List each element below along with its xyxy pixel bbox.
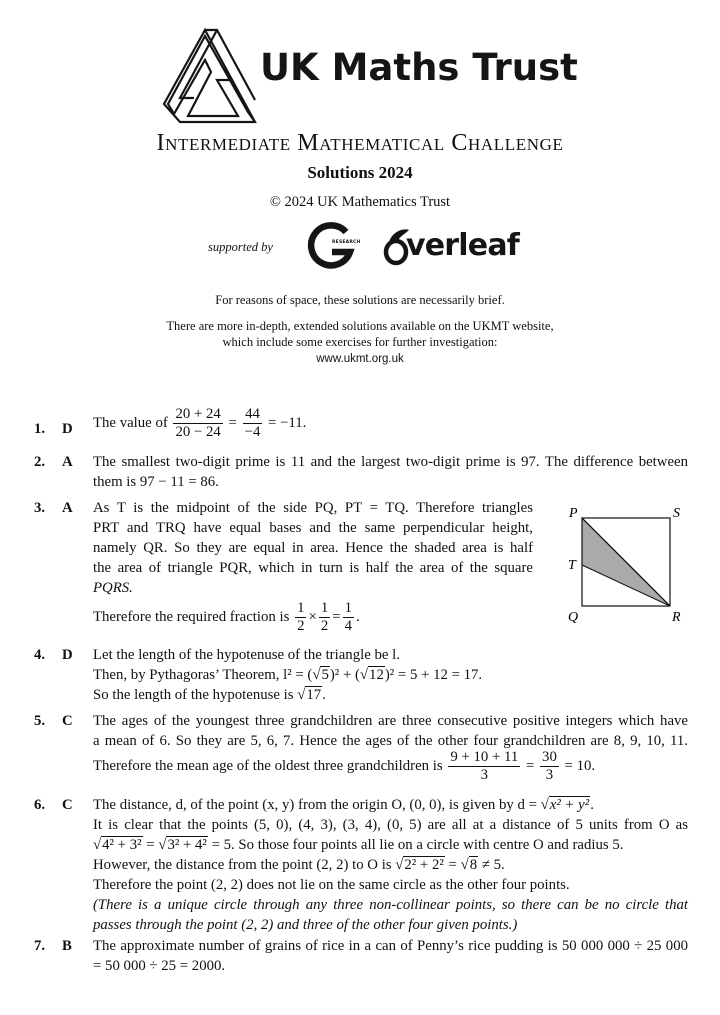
solution-number: 1.: [34, 421, 46, 437]
overleaf-logo-text: verleaf: [406, 228, 520, 263]
label-s: S: [673, 506, 680, 521]
text-segment: Then, by Pythagoras’ Theorem, l² = (: [93, 667, 313, 683]
solution-answer: C: [62, 713, 73, 729]
note-more-line-1: There are more in-depth, extended solutions available on the UKMT website,: [166, 319, 554, 333]
solution-text-line: The smallest two-digit prime is 11 and the largest two-digit prime is 97. The difference between: [93, 454, 688, 470]
solution-number: 5.: [34, 713, 46, 729]
solution-number: 3.: [34, 500, 46, 516]
text-segment: = 5. So those four points all lie on a circle with centre O and radius 5.: [211, 837, 624, 853]
solution-answer: A: [62, 454, 73, 470]
text-segment: )² + (: [329, 667, 360, 683]
fraction: [173, 406, 222, 441]
radicand: 4² + 3²: [102, 837, 142, 853]
fraction-denominator: 2: [297, 618, 305, 634]
document-subtitle: Solutions 2024: [307, 163, 413, 182]
fraction: [243, 406, 263, 441]
text-segment: So the length of the hypotenuse is: [93, 687, 294, 703]
fraction-numerator: 30: [542, 749, 557, 765]
solution-text-line: √4² + 3² = √3² + 4² = 5. So those four points all lie on a circle with centre O and radius 5.: [93, 837, 624, 853]
solution-text-line: them is 97 − 11 = 86.: [93, 474, 219, 490]
fraction: [319, 600, 330, 635]
radicand: x² + y²: [549, 797, 590, 813]
text-segment: )² = 5 + 12 = 17.: [384, 667, 483, 683]
text-segment: =: [228, 414, 237, 431]
penrose-triangle-icon: [160, 26, 260, 126]
label-p: P: [569, 506, 578, 521]
text-segment: =: [525, 757, 535, 774]
fraction-numerator: 20 + 24: [175, 406, 221, 422]
text-segment: The distance, d, of the point (x, y) from the origin O, (0, 0), is given by d =: [93, 797, 537, 813]
text-segment: Therefore the required fraction is: [93, 608, 290, 625]
text-segment: = 10.: [564, 757, 596, 774]
label-t: T: [568, 558, 576, 573]
solution-text-line: As T is the midpoint of the side PQ, PT = TQ. Therefore triangles: [93, 500, 533, 516]
radicand: 3² + 4²: [167, 837, 207, 853]
fraction-denominator: −4: [244, 424, 261, 440]
solution-answer: A: [62, 500, 73, 516]
square-pqrs-diagram: [560, 503, 690, 628]
solution-text-line: namely QR. So they are equal in area. Hence the shaded area is half: [93, 540, 533, 556]
fraction-denominator: 2: [320, 618, 329, 634]
fraction-numerator: 1: [320, 600, 329, 616]
solution-answer: D: [62, 421, 73, 437]
solution-answer: B: [62, 938, 72, 954]
fraction-denominator: 4: [344, 618, 353, 634]
ukmt-url: www.ukmt.org.uk: [316, 353, 404, 365]
solution-number: 4.: [34, 647, 46, 663]
org-name: UK Maths Trust: [260, 46, 578, 89]
radicand: 5: [321, 667, 329, 683]
text-segment: =: [332, 608, 341, 625]
solution-number: 7.: [34, 938, 46, 954]
solution-text-line: [93, 600, 533, 635]
label-r: R: [672, 610, 681, 625]
solution-number: 2.: [34, 454, 46, 470]
solution-text-line: PRT and TRQ have equal bases and the same perpendicular height,: [93, 520, 533, 536]
solution-text-line: So the length of the hypotenuse is √17.: [93, 687, 326, 703]
text-segment: However, the distance from the point (2, 2) to O is: [93, 857, 392, 873]
solution-text-line: the area of triangle PQR, which in turn is half the area of the square: [93, 560, 533, 576]
text-segment: =: [146, 837, 155, 853]
fraction-denominator: 20 − 24: [175, 424, 221, 440]
g-research-logo-icon: [306, 222, 356, 272]
solution-number: 6.: [34, 797, 46, 813]
radicand: 12: [369, 667, 384, 683]
fraction-numerator: 1: [344, 600, 353, 616]
solution-text-line: However, the distance from the point (2, 2) to O is √2² + 2² = √8 ≠ 5.: [93, 857, 505, 873]
ukmt-logo: [160, 26, 580, 126]
note-more-line-2: which include some exercises for further investigation:: [222, 335, 498, 349]
solution-answer: D: [62, 647, 73, 663]
copyright: © 2024 UK Mathematics Trust: [269, 194, 451, 210]
fraction-denominator: 3: [545, 767, 554, 783]
solution-text-line: It is clear that the points (5, 0), (4, 3), (3, 4), (0, 5) are all at a distance of 5 units from O as: [93, 817, 688, 833]
fraction: [295, 600, 306, 635]
text-segment: .: [356, 608, 360, 625]
solution-text-line: [93, 749, 688, 784]
text-segment: .: [322, 687, 326, 703]
solution-text-line: Let the length of the hypotenuse of the triangle be l.: [93, 647, 400, 663]
fraction-numerator: 44: [243, 406, 263, 424]
solution-text-line: Then, by Pythagoras’ Theorem, l² = (√5)² + (√12)² = 5 + 12 = 17.: [93, 667, 483, 683]
fraction-numerator: 1: [297, 600, 305, 616]
solution-text: [93, 406, 688, 441]
solution-text-line: passes through the point (2, 2) and three of the other four given points.): [93, 917, 518, 933]
fraction: [540, 749, 559, 784]
supported-by-label: supported by: [208, 240, 273, 254]
text-segment: ≠ 5.: [481, 857, 505, 873]
text-segment: Therefore the mean age of the oldest three grandchildren is: [93, 757, 443, 774]
solution-text-line: PQRS.: [93, 580, 133, 596]
text-segment: =: [448, 857, 457, 873]
text-segment: = −11.: [268, 414, 307, 431]
solution-text-line: a mean of 6. So they are 5, 6, 7. Hence the ages of the other four grandchildren are 8, 9, 10, 11.: [93, 733, 688, 749]
label-q: Q: [568, 610, 579, 625]
solution-text-line: The approximate number of grains of rice in a can of Penny’s rice pudding is 50 000 000 ÷ 25 000: [93, 938, 688, 954]
fraction-denominator: 3: [480, 767, 489, 783]
fraction: [448, 749, 520, 784]
text-segment: ×: [308, 608, 317, 625]
fraction-numerator: 9 + 10 + 11: [450, 749, 519, 765]
g-research-logo-text: RESEARCH: [332, 240, 361, 245]
radicand: 8: [469, 857, 478, 873]
solution-answer: C: [62, 797, 73, 813]
solution-text-line: The ages of the youngest three grandchildren are three consecutive positive integers which have: [93, 713, 688, 729]
fraction: [343, 600, 354, 635]
solution-text-line: = 50 000 ÷ 25 = 2000.: [93, 958, 226, 974]
text-segment: .: [590, 797, 594, 813]
note-space: For reasons of space, these solutions are necessarily brief.: [215, 293, 505, 307]
radicand: 2² + 2²: [404, 857, 444, 873]
radicand: 17: [306, 687, 322, 703]
document-title: Intermediate Mathematical Challenge: [156, 130, 564, 156]
solution-text-line: The distance, d, of the point (x, y) from the origin O, (0, 0), is given by d = √x² + y².: [93, 797, 594, 813]
solution-text-line: Therefore the point (2, 2) does not lie on the same circle as the other four points.: [93, 877, 570, 893]
text-segment: The value of: [93, 414, 168, 431]
solution-text-line: (There is a unique circle through any three non-collinear points, so there can be no circle that: [93, 897, 688, 913]
